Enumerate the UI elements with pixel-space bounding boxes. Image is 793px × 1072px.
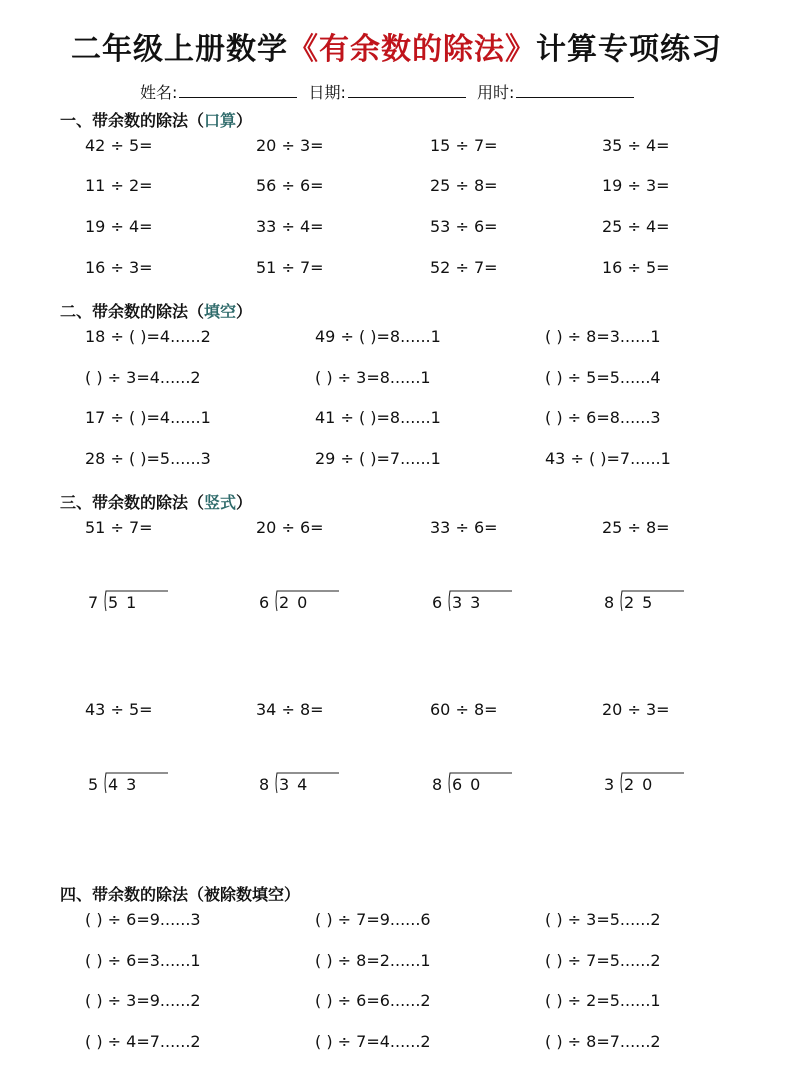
long-division-bracket — [432, 590, 518, 614]
problem-s2-r4-c3: 43 ÷ ( )=7......1 — [545, 449, 671, 468]
title-topic: 《有余数的除法》 — [288, 32, 536, 67]
problem-s1-r4-c1: 16 ÷ 3= — [85, 258, 153, 277]
long-division-bracket — [88, 772, 174, 796]
section-3-label: 三、带余数的除法（ — [60, 493, 205, 512]
dividend: 43 — [108, 775, 145, 794]
problem-s1-r1-c1: 42 ÷ 5= — [85, 136, 153, 155]
problem-s1-r2-c2: 56 ÷ 6= — [256, 176, 324, 195]
problem-s4-r2-c3: ( ) ÷ 7=5......2 — [545, 951, 661, 970]
problem-s2-r1-c1: 18 ÷ ( )=4......2 — [85, 327, 211, 346]
problem-s2-r2-c3: ( ) ÷ 5=5......4 — [545, 368, 661, 387]
long-division-bracket — [604, 772, 690, 796]
problem-s3-r2-c4: 20 ÷ 3= — [602, 700, 670, 719]
title-practice: 计算专项练习 — [536, 32, 722, 67]
problem-s1-r3-c2: 33 ÷ 4= — [256, 217, 324, 236]
problem-s1-r1-c4: 35 ÷ 4= — [602, 136, 670, 155]
problem-s2-r2-c1: ( ) ÷ 3=4......2 — [85, 368, 201, 387]
problem-s4-r4-c3: ( ) ÷ 8=7......2 — [545, 1032, 661, 1051]
dividend: 34 — [279, 775, 316, 794]
dividend: 25 — [624, 593, 661, 612]
problem-s1-r4-c2: 51 ÷ 7= — [256, 258, 324, 277]
divisor: 8 — [259, 775, 270, 794]
divisor: 6 — [432, 593, 443, 612]
section-3-header — [60, 490, 252, 513]
section-2-close: ） — [236, 302, 253, 321]
problem-s2-r3-c1: 17 ÷ ( )=4......1 — [85, 408, 211, 427]
divisor: 5 — [88, 775, 99, 794]
divisor: 8 — [432, 775, 443, 794]
section-2-tag: 填空 — [204, 302, 237, 321]
long-division-bracket — [259, 590, 345, 614]
problem-s3-r1-c1: 51 ÷ 7= — [85, 518, 153, 537]
problem-s1-r1-c2: 20 ÷ 3= — [256, 136, 324, 155]
problem-s1-r2-c4: 19 ÷ 3= — [602, 176, 670, 195]
section-4-label: 四、带余数的除法（被除数填空） — [60, 885, 301, 904]
dividend: 51 — [108, 593, 145, 612]
date-label: 日期: — [308, 83, 346, 102]
section-1-close: ） — [236, 111, 253, 130]
long-division-bracket — [259, 772, 345, 796]
problem-s2-r1-c2: 49 ÷ ( )=8......1 — [315, 327, 441, 346]
section-4-header — [60, 882, 300, 905]
section-2-header — [60, 299, 252, 322]
problem-s2-r1-c3: ( ) ÷ 8=3......1 — [545, 327, 661, 346]
long-division-bracket — [88, 590, 174, 614]
section-3-tag: 竖式 — [204, 493, 237, 512]
problem-s2-r3-c3: ( ) ÷ 6=8......3 — [545, 408, 661, 427]
dividend: 33 — [452, 593, 489, 612]
section-1-tag: 口算 — [204, 111, 237, 130]
name-blank[interactable] — [179, 83, 297, 98]
problem-s4-r1-c1: ( ) ÷ 6=9......3 — [85, 910, 201, 929]
problem-s4-r4-c2: ( ) ÷ 7=4......2 — [315, 1032, 431, 1051]
student-info-row — [140, 80, 640, 103]
dividend: 20 — [279, 593, 316, 612]
section-1-header — [60, 108, 252, 131]
problem-s1-r2-c3: 25 ÷ 8= — [430, 176, 498, 195]
problem-s1-r3-c4: 25 ÷ 4= — [602, 217, 670, 236]
problem-s1-r4-c4: 16 ÷ 5= — [602, 258, 670, 277]
problem-s4-r3-c1: ( ) ÷ 3=9......2 — [85, 991, 201, 1010]
time-blank[interactable] — [516, 83, 634, 98]
problem-s2-r2-c2: ( ) ÷ 3=8......1 — [315, 368, 431, 387]
divisor: 8 — [604, 593, 615, 612]
problem-s4-r2-c2: ( ) ÷ 8=2......1 — [315, 951, 431, 970]
problem-s2-r4-c2: 29 ÷ ( )=7......1 — [315, 449, 441, 468]
section-3-close: ） — [236, 493, 253, 512]
time-label: 用时: — [477, 83, 515, 102]
divisor: 6 — [259, 593, 270, 612]
problem-s4-r2-c1: ( ) ÷ 6=3......1 — [85, 951, 201, 970]
name-label: 姓名: — [140, 83, 178, 102]
problem-s1-r2-c1: 11 ÷ 2= — [85, 176, 153, 195]
divisor: 7 — [88, 593, 99, 612]
problem-s3-r1-c3: 33 ÷ 6= — [430, 518, 498, 537]
worksheet-title — [0, 24, 793, 68]
section-1-label: 一、带余数的除法（ — [60, 111, 205, 130]
problem-s1-r4-c3: 52 ÷ 7= — [430, 258, 498, 277]
problem-s3-r2-c2: 34 ÷ 8= — [256, 700, 324, 719]
problem-s2-r4-c1: 28 ÷ ( )=5......3 — [85, 449, 211, 468]
title-grade: 二年级上册数学 — [71, 32, 288, 67]
long-division-bracket — [432, 772, 518, 796]
problem-s4-r3-c3: ( ) ÷ 2=5......1 — [545, 991, 661, 1010]
divisor: 3 — [604, 775, 615, 794]
problem-s3-r2-c3: 60 ÷ 8= — [430, 700, 498, 719]
dividend: 20 — [624, 775, 661, 794]
problem-s1-r1-c3: 15 ÷ 7= — [430, 136, 498, 155]
problem-s2-r3-c2: 41 ÷ ( )=8......1 — [315, 408, 441, 427]
problem-s1-r3-c3: 53 ÷ 6= — [430, 217, 498, 236]
date-blank[interactable] — [348, 83, 466, 98]
problem-s3-r2-c1: 43 ÷ 5= — [85, 700, 153, 719]
long-division-bracket — [604, 590, 690, 614]
problem-s4-r1-c2: ( ) ÷ 7=9......6 — [315, 910, 431, 929]
problem-s3-r1-c2: 20 ÷ 6= — [256, 518, 324, 537]
section-2-label: 二、带余数的除法（ — [60, 302, 205, 321]
problem-s4-r3-c2: ( ) ÷ 6=6......2 — [315, 991, 431, 1010]
problem-s4-r1-c3: ( ) ÷ 3=5......2 — [545, 910, 661, 929]
problem-s1-r3-c1: 19 ÷ 4= — [85, 217, 153, 236]
problem-s4-r4-c1: ( ) ÷ 4=7......2 — [85, 1032, 201, 1051]
dividend: 60 — [452, 775, 489, 794]
problem-s3-r1-c4: 25 ÷ 8= — [602, 518, 670, 537]
